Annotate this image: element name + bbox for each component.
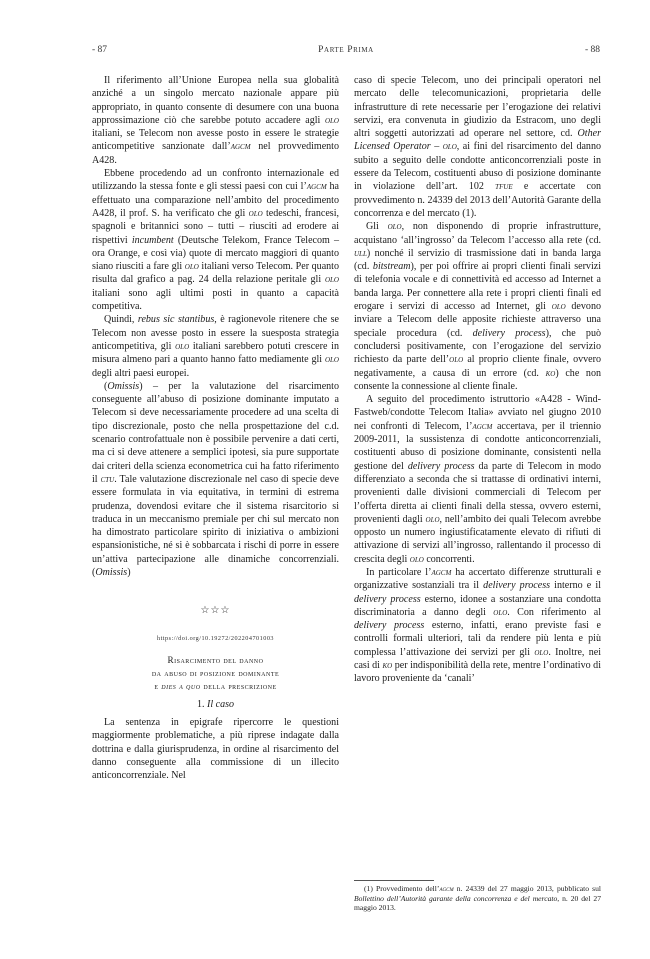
section-separator-stars: ☆☆☆ — [200, 605, 231, 617]
footnote-rule — [354, 880, 434, 881]
paragraph: Il riferimento all’Unione Europea nella sua globalità anziché a un singolo mercato nazionale appare più appropriato, in quanto consente di desumere con una buona approssimazione ciò che sarebbe potuto accadere agli olo italiani, se Telecom non avesse posto in essere le strategie anticompetitive sanzionate dall’agcm nel provvedimento A428. — [92, 75, 339, 166]
paragraph: Quindi, rebus sic stantibus, è ragionevole ritenere che se Telecom non avesse posto in essere la suesposta strategia anticompetitiva, gli olo italiani sarebbero potuti crescere in misura almeno pari a quanto hanno fatto mediamente gli olo degli altri paesi europei. — [92, 314, 339, 379]
paragraph: La sentenza in epigrafe ripercorre le questioni maggiormente problematiche, a più riprese indagate dalla dottrina e dalla giurisprudenza, in ordine al risarcimento del danno conseguente alla commissione di un illecito anticoncorrenziale. Nel — [92, 717, 339, 782]
paragraph: Gli olo, non disponendo di proprie infrastrutture, acquistano ‘all’ingrosso’ da Telecom l’accesso alla rete (cd. ull) nonché il servizio di trasmissione dati in banda larga (cd. bitstream), per poi offrire ai propri clienti finali servizi di telefonia vocale e di connettività ed accesso ad Internet a banda larga. Per connettere alla rete i propri clienti finali ed erogare i servizi di accesso ad Internet, gli olo devono inviare a Telecom delle apposite richieste attraverso una speciale procedura (cd. delivery process), che può concludersi positivamente, con l’erogazione del servizio richiesto da parte dell’olo al proprio cliente finale, ovvero negativamente, a causa di un errore (cd. ko) che non consente la connessione al cliente finale. — [354, 221, 602, 392]
title-text: della prescrizione — [200, 680, 277, 691]
doi-link[interactable]: https://doi.org/10.19272/202204701003 — [156, 634, 275, 642]
right-column — [354, 74, 601, 686]
footnote-text: (1) Provvedimento dell’agcm n. 24339 del 27 maggio 2013, pubblicato sul Bollettino dell’Autorità garante della concorrenza e del mercato, n. 20 del 27 maggio 2013. — [354, 884, 602, 913]
subsection-heading: 1. Il caso — [197, 698, 234, 710]
title-text-italic: dies a quo — [161, 680, 201, 691]
header-page-left: - 87 — [92, 45, 108, 55]
article-title-line: da abuso di posizione dominante — [151, 667, 280, 678]
paragraph: Ebbene procedendo ad un confronto internazionale ed utilizzando la stessa fonte e gli stessi paesi con cui l’agcm ha effettuato una comparazione nell’ambito del procedimento A428, il prof. S. ha verificato che gli olo tedeschi, francesi, spagnoli e britannici sono – tutti – riusciti ad erodere ai rispettivi incumbent (Deutsche Telekom, France Telecom – ora Orange, e così via) quote di mercato maggiori di quanto siano riusciti a fare gli olo italiani verso Telecom. Per quanto risulta dal grafico a pag. 24 della relazione peritale gli olo italiani sono agli ultimi posti in quanto a capacità competitiva. — [92, 168, 339, 313]
paragraph: In particolare l’agcm ha accertato differenze strutturali e organizzative sostanziali tra il delivery process interno e il delivery process esterno, idonee a sostanziare una condotta discriminatoria a danno degli olo. Con riferimento al delivery process esterno, infatti, erano previste fasi e controlli formali ulteriori, tali da rendere più lenta e più complessa l’attivazione dei servizi per gli olo. Inoltre, nei casi di ko per indisponibilità della rete, mentre l’ordinativo di lavoro proveniente da ‘canali’ — [354, 566, 601, 685]
paragraph: caso di specie Telecom, uno dei principali operatori nel mercato delle telecomunicazioni, proprietaria delle infrastrutture di rete necessarie per l’erogazione dei relativi servizi, era convenuta in giudizio da Estracom, uno degli altri soggetti autorizzati ad operare nel settore, cd. Other Licensed Operator – olo, ai fini del risarcimento del danno subito a seguito delle condotte anticoncorrenziali poste in essere da Telecom, costituenti abuso di posizione dominante in violazione dell’art. 102 tfue e accertate con provvedimento n. 24339 del 2013 dell’Autorità Garante della concorrenza e del mercato (1). — [354, 75, 602, 219]
paragraph: A seguito del procedimento istruttorio «A428 - Wind-Fastweb/condotte Telecom Italia» avviato nel giugno 2010 nei confronti di Telecom, l’agcm accertava, per il triennio 2009-2011, la sussistenza di condotte anticoncorrenziali, costituenti abuso di posizione dominante, consistenti nella gestione del delivery process da parte di Telecom in modo differenziato a seconda che si trattasse di ordinativi interni, provenienti dalle divisioni commerciali di Telecom per l’offerta diretta ai clienti finali della stessa, ovvero esterni, provenienti dagli olo, nell’ambito dei quali Telecom avrebbe opposto un numero ingiustificatamente elevato di rifiuti di attivazione di servizi all’ingrosso, rallentando il processo di crescita degli olo concorrenti. — [354, 394, 602, 565]
article-title-line: Risarcimento del danno — [167, 654, 264, 665]
article-title-line — [92, 680, 339, 693]
running-header — [92, 45, 600, 57]
left-column — [92, 74, 339, 783]
header-page-right: - 88 — [584, 45, 600, 55]
header-section-title: Parte Prima — [318, 45, 374, 55]
title-text: e — [154, 680, 162, 691]
footnote — [354, 884, 601, 913]
article-title — [92, 654, 339, 693]
paragraph: (Omissis) – per la valutazione del risarcimento conseguente all’abuso di posizione dominante imputato a Telecom si deve necessariamente procedere ad una scelta di tipo discrezionale, posto che nella prospettazione del c.d. scenario controfattuale non è possibile pervenire a dati certi, ma ci si deve attenere a semplici ipotesi, sia pure supportate dai criteri della scienza econometrica cui ha fatto riferimento il ctu. Tale valutazione discrezionale nel caso di specie deve essere formulata in via equitativa, in termini di estrema prudenza, dovendosi evitare che il sistema risarcitorio si traduca in un meccanismo premiale per chi sul mercato non ha dimostrato particolare spirito di iniziativa o ambizioni espansionistiche, né si è sobbarcata i rischi di porre in essere un’attiva partecipazione alle dinamiche concorrenziali. (Omissis) — [92, 380, 339, 578]
